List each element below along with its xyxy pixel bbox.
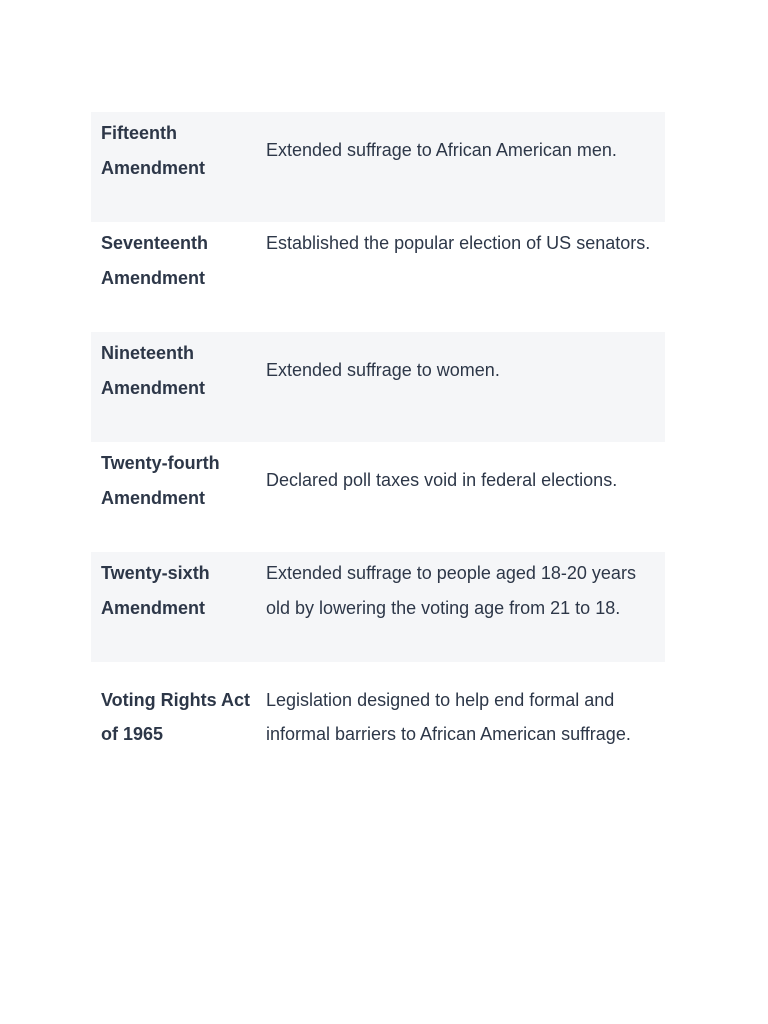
term-cell: Nineteenth Amendment: [101, 343, 206, 398]
term-cell: Twenty-fourth Amendment: [101, 453, 220, 508]
description-cell: Declared poll taxes void in federal elections.: [266, 470, 618, 490]
description-cell: Legislation designed to help end formal and informal barriers to African American suffrage.: [266, 689, 631, 744]
table-row: [91, 112, 665, 222]
table-row: [91, 442, 665, 552]
term-cell: Fifteenth Amendment: [101, 123, 206, 178]
amendments-table: [91, 112, 665, 772]
description-cell: Extended suffrage to African American men.: [266, 140, 617, 160]
table-row: [91, 662, 665, 772]
description-cell: Established the popular election of US senators.: [266, 233, 651, 253]
description-cell: Extended suffrage to women.: [266, 360, 500, 380]
table-row: [91, 552, 665, 662]
table-row: [91, 332, 665, 442]
term-cell: Seventeenth Amendment: [101, 233, 209, 288]
description-cell: Extended suffrage to people aged 18-20 years old by lowering the voting age from 21 to 18.: [266, 563, 636, 618]
term-cell: Twenty-sixth Amendment: [101, 563, 210, 618]
table-row: [91, 222, 665, 332]
term-cell: Voting Rights Act of 1965: [101, 689, 250, 744]
